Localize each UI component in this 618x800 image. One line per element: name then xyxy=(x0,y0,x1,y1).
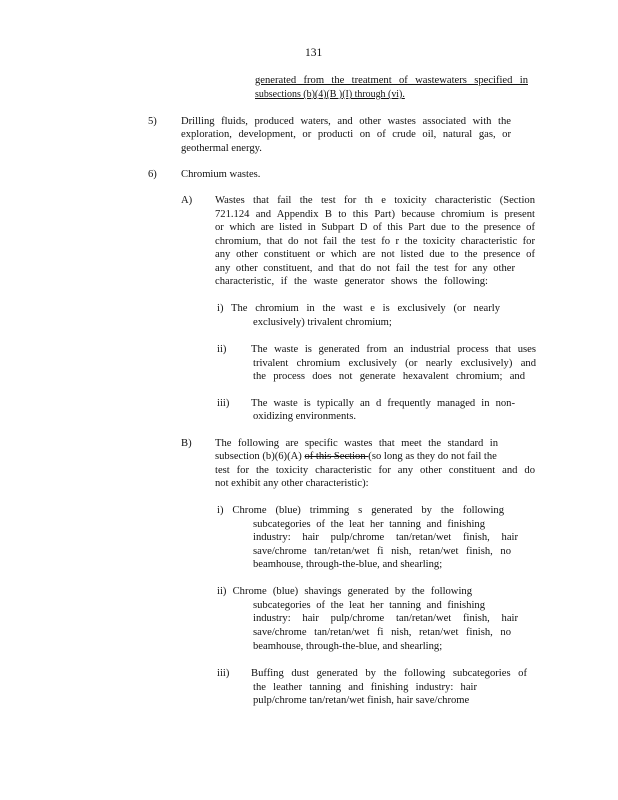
item5-line: Drilling fluids, produced waters, and other wastes associated with the xyxy=(181,116,511,127)
A-sub-ii-line: The waste is generated from an industrial process that uses xyxy=(251,344,536,355)
A-sub-ii-line: the process does not generate hexavalent chromium; and xyxy=(253,371,525,382)
B-sub-ii-line: ii) Chrome (blue) shavings generated by the following xyxy=(217,586,472,597)
B-line xyxy=(215,450,497,463)
A-line: any other constituent or which are not listed due to the presence of xyxy=(215,249,535,260)
B-sub-ii-line: industry: hair pulp/chrome tan/retan/wet finish, hair xyxy=(253,613,518,624)
item6-title: Chromium wastes. xyxy=(181,169,261,180)
B-sub-i-line: save/chrome tan/retan/wet fi nish, retan/wet finish, no xyxy=(253,546,511,557)
A-line: 721.124 and Appendix B to this Part) because chromium is present xyxy=(215,209,535,220)
B-line2-start: subsection (b)(6)(A) xyxy=(215,451,305,462)
A-line: characteristic, if the waste generator shows the following: xyxy=(215,276,488,287)
A-sub-i-line: exclusively) trivalent chromium; xyxy=(253,317,392,328)
B-sub-i-line: industry: hair pulp/chrome tan/retan/wet finish, hair xyxy=(253,532,518,543)
struck-text: of this Section xyxy=(304,451,369,462)
B-line: The following are specific wastes that meet the standard in xyxy=(215,438,498,449)
A-line: Wastes that fail the test for th e toxicity characteristic (Section xyxy=(215,195,535,206)
B-sub-i-line: beamhouse, through-the-blue, and shearling; xyxy=(253,559,443,570)
A-line: chromium, that do not fail the test fo r the toxicity characteristic for xyxy=(215,236,535,247)
B-line: not exhibit any other characteristic): xyxy=(215,478,369,489)
A-sub-iii-label: iii) xyxy=(217,398,230,409)
B-sub-iii-label: iii) xyxy=(217,668,230,679)
B-sub-iii-line: pulp/chrome tan/retan/wet finish, hair save/chrome xyxy=(253,695,470,706)
item-label-5: 5) xyxy=(148,116,157,127)
A-line: any other constituent, and that do not fail the test for any other xyxy=(215,263,515,274)
B-line2-end: (so long as they do not fail the xyxy=(368,451,497,462)
B-sub-iii-line: the leather tanning and finishing industry: hair xyxy=(253,682,477,693)
B-sub-iii-line: Buffing dust generated by the following subcategories of xyxy=(251,668,527,679)
continuation-line: subsections (b)(4)(B )(I) through (vi). xyxy=(255,89,405,100)
A-sub-ii-line: trivalent chromium exclusively (or nearly exclusively) and xyxy=(253,358,536,369)
A-sub-iii-line: The waste is typically an d frequently managed in non- xyxy=(251,398,515,409)
A-line: or which are listed in Subpart D of this Part due to the presence of xyxy=(215,222,535,233)
continuation-line: generated from the treatment of wastewaters specified in xyxy=(255,75,528,86)
page-number: 131 xyxy=(305,47,323,59)
B-sub-ii-line: beamhouse, through-the-blue, and shearling; xyxy=(253,641,443,652)
item-label-B: B) xyxy=(181,438,192,449)
B-sub-ii-line: subcategories of the leat her tanning and finishing xyxy=(253,600,485,611)
item-label-A: A) xyxy=(181,195,193,206)
B-sub-i-line: i) Chrome (blue) trimming s generated by the following xyxy=(217,505,504,516)
item5-line: geothermal energy. xyxy=(181,143,262,154)
A-sub-iii-line: oxidizing environments. xyxy=(253,411,356,422)
B-sub-ii-line: save/chrome tan/retan/wet fi nish, retan/wet finish, no xyxy=(253,627,511,638)
A-sub-ii-label: ii) xyxy=(217,344,227,355)
B-sub-i-line: subcategories of the leat her tanning and finishing xyxy=(253,519,485,530)
A-sub-i-line: i) The chromium in the wast e is exclusively (or nearly xyxy=(217,303,500,314)
B-line: test for the toxicity characteristic for any other constituent and do xyxy=(215,465,535,476)
item5-line: exploration, development, or producti on of crude oil, natural gas, or xyxy=(181,129,511,140)
item-label-6: 6) xyxy=(148,169,157,180)
